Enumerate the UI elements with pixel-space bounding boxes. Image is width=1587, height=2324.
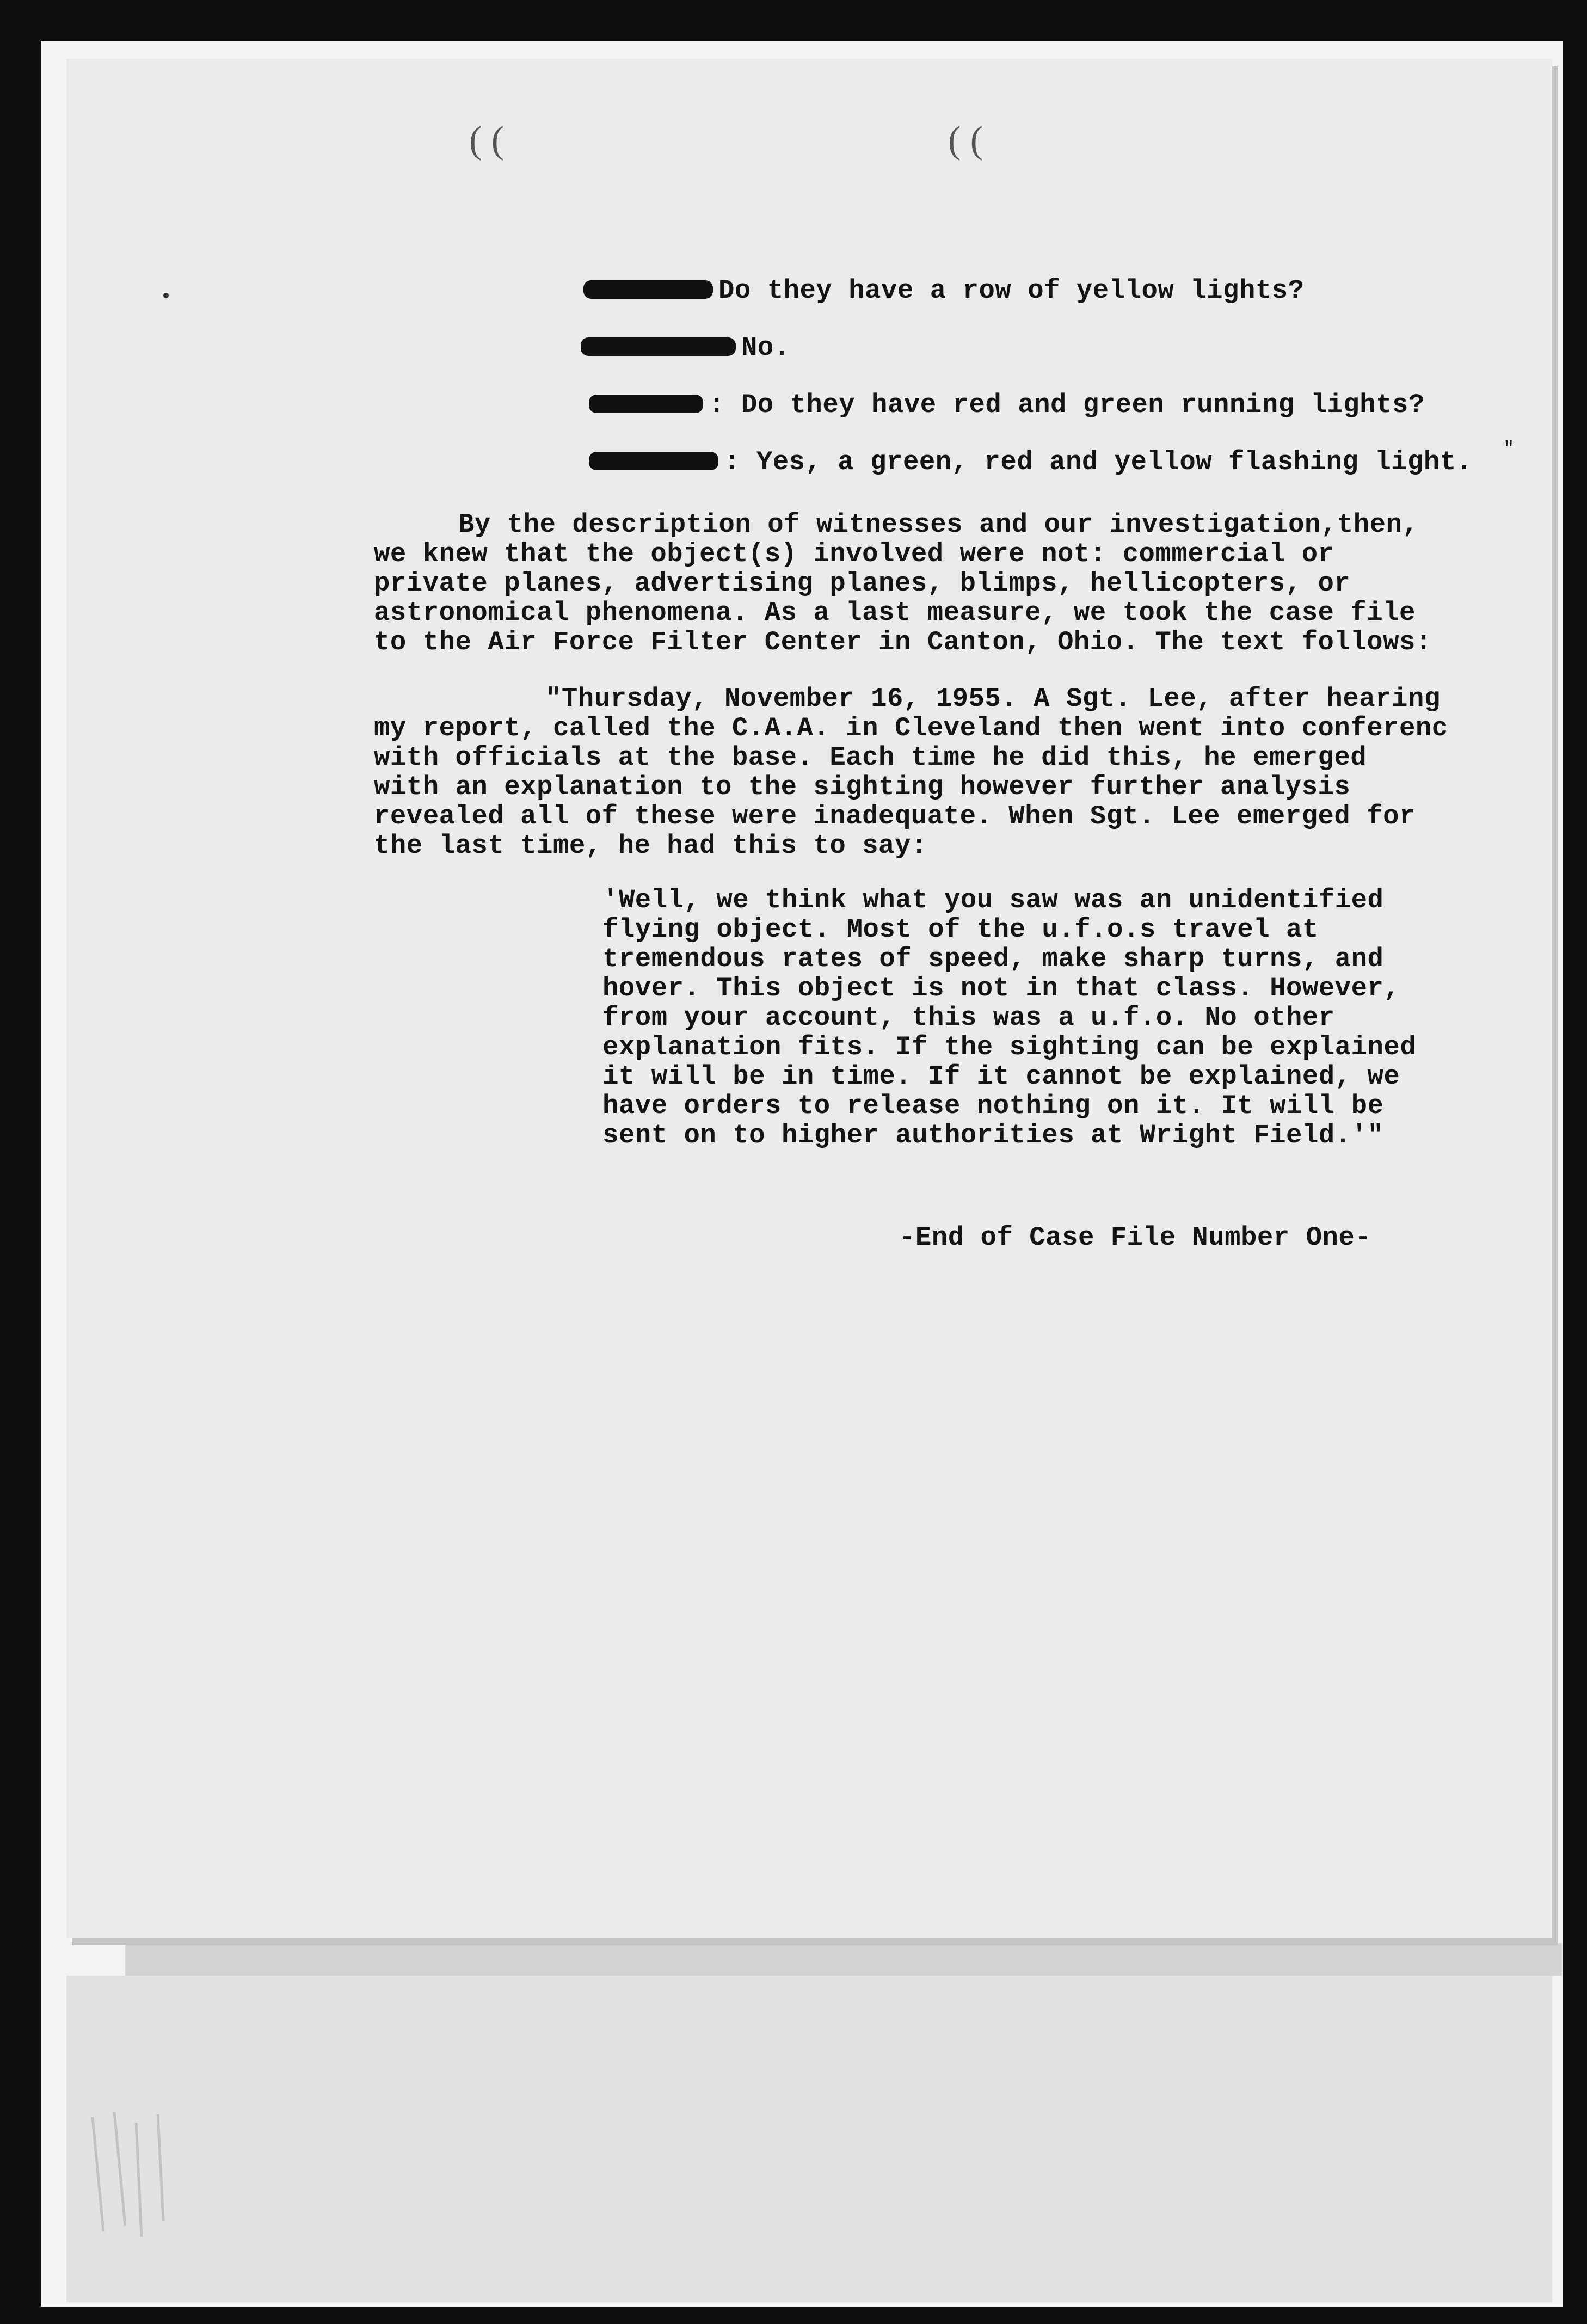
dialogue-line-3 — [589, 391, 1425, 420]
quote-line: tremendous rates of speed, make sharp turns, and — [602, 944, 1384, 974]
scan-border-right — [1563, 0, 1587, 2324]
dialogue-line-1 — [583, 276, 1305, 305]
paragraph-line: private planes, advertising planes, blimps, hellicopters, or — [374, 568, 1351, 599]
punch-mark-left: ( ( — [469, 119, 505, 161]
scan-border-top — [0, 0, 1587, 41]
paragraph-line: astronomical phenomena. As a last measure, we took the case file — [374, 598, 1416, 628]
paragraph-line: my report, called the C.A.A. in Cleveland then went into conferenc — [374, 713, 1448, 743]
quote-line: from your account, this was a u.f.o. No other — [602, 1003, 1335, 1033]
dialogue-line-4 — [589, 448, 1473, 477]
paragraph-line: revealed all of these were inadequate. When Sgt. Lee emerged for — [374, 801, 1416, 832]
paragraph-line: By the description of witnesses and our investigation,then, — [458, 509, 1419, 540]
dialogue-text: Do they have red and green running lights? — [741, 390, 1425, 420]
quote-line: hover. This object is not in that class. However, — [602, 973, 1400, 1004]
redaction-bar — [581, 337, 736, 356]
quote-line: flying object. Most of the u.f.o.s travel at — [602, 914, 1319, 945]
end-of-file-line: -End of Case File Number One- — [899, 1222, 1371, 1253]
speck — [163, 293, 169, 298]
speaker-label: : — [709, 390, 741, 420]
paragraph-line: the last time, he had this to say: — [374, 831, 927, 861]
quote-line: it will be in time. If it cannot be explained, we — [602, 1061, 1400, 1092]
quote-line: have orders to release nothing on it. It will be — [602, 1091, 1384, 1121]
paragraph-line: "Thursday, November 16, 1955. A Sgt. Lee, after hearing — [545, 684, 1441, 714]
margin-mark: " — [1503, 439, 1515, 460]
sheet-underlay — [125, 1943, 1562, 1976]
quote-line: sent on to higher authorities at Wright Field.'" — [602, 1120, 1384, 1151]
document-page — [66, 59, 1552, 1938]
scan-border-left — [0, 0, 41, 2324]
scan-border-bottom — [0, 2307, 1587, 2324]
smudge-marks — [82, 2112, 190, 2237]
redaction-bar — [583, 280, 713, 299]
paragraph-line: with an explanation to the sighting however further analysis — [374, 772, 1351, 802]
dialogue-line-2 — [581, 334, 790, 362]
dialogue-text: No. — [741, 333, 790, 363]
scan-background — [66, 1976, 1552, 2302]
dialogue-text: Yes, a green, red and yellow flashing light. — [756, 447, 1473, 477]
redaction-bar — [589, 395, 703, 413]
dialogue-text: Do they have a row of yellow lights? — [718, 275, 1305, 306]
paragraph-line: we knew that the object(s) involved were not: commercial or — [374, 539, 1334, 569]
quote-line: 'Well, we think what you saw was an unidentified — [602, 885, 1384, 915]
quote-line: explanation fits. If the sighting can be explained — [602, 1032, 1417, 1062]
speaker-label: : — [724, 447, 756, 477]
redaction-bar — [589, 452, 718, 470]
paragraph-line: to the Air Force Filter Center in Canton, Ohio. The text follows: — [374, 627, 1432, 657]
punch-mark-right: ( ( — [948, 119, 983, 161]
paragraph-line: with officials at the base. Each time he did this, he emerged — [374, 742, 1367, 773]
